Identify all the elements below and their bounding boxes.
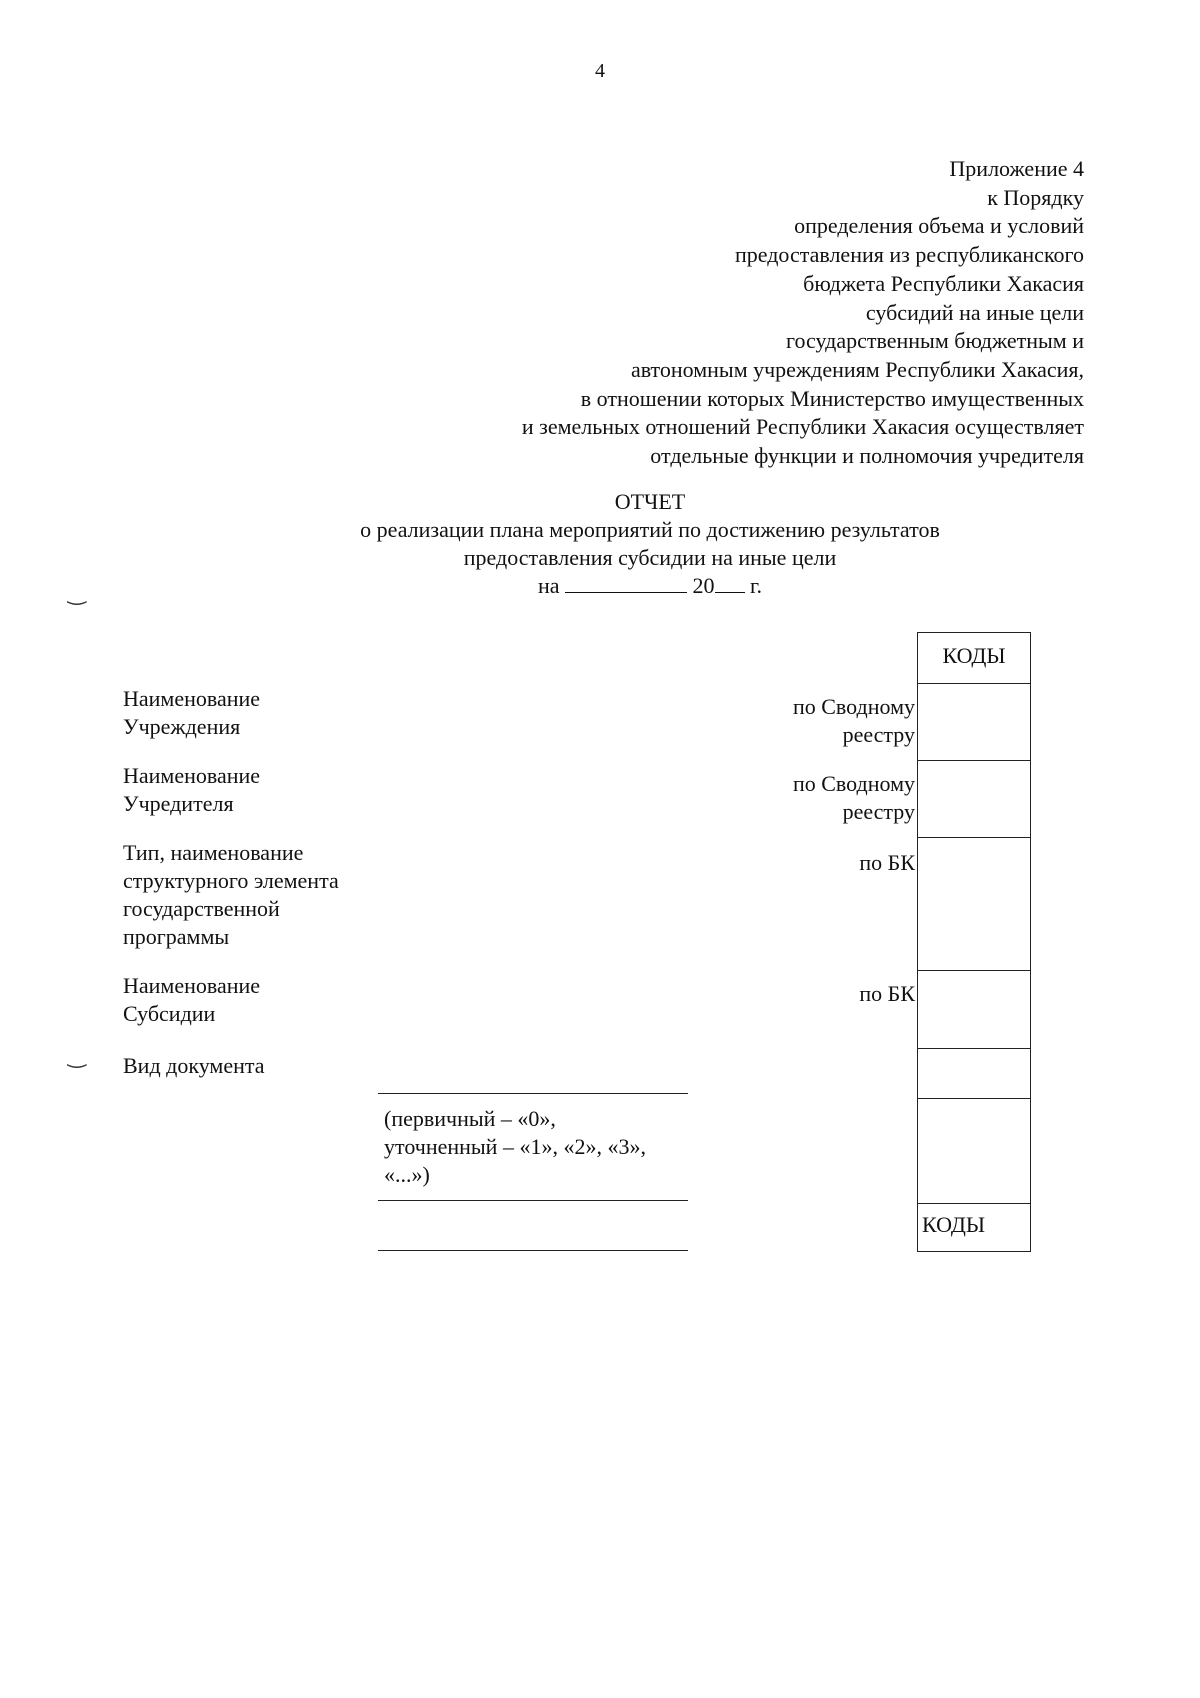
appendix-line: и земельных отношений Республики Хакасия осуществляет bbox=[521, 414, 1084, 440]
founder-code-label bbox=[793, 770, 915, 826]
appendix-line: предоставления из республиканского bbox=[734, 242, 1084, 268]
appendix-line: в отношении которых Министерство имущественных bbox=[580, 385, 1084, 411]
codes-divider bbox=[918, 760, 1030, 761]
period-blank[interactable] bbox=[565, 572, 687, 593]
codes-divider bbox=[918, 837, 1030, 838]
doc-type-line[interactable] bbox=[378, 1200, 688, 1201]
label-line: Субсидии bbox=[123, 1001, 216, 1026]
appendix-line: автономным учреждениям Республики Хакасия, bbox=[630, 356, 1084, 382]
institution-label bbox=[123, 685, 260, 741]
codes-divider bbox=[918, 1048, 1030, 1049]
period-year: 20 bbox=[692, 573, 715, 598]
report-subtitle: предоставления субсидии на иные цели bbox=[463, 545, 837, 570]
subsidy-label bbox=[123, 972, 260, 1028]
label-line: Учредителя bbox=[123, 791, 234, 816]
label-line: Наименование bbox=[123, 973, 261, 998]
period-suffix: г. bbox=[750, 573, 763, 598]
doc-type-label: Вид документа bbox=[123, 1053, 265, 1078]
period-prefix: на bbox=[537, 573, 560, 598]
code-label-line: реестру bbox=[842, 722, 915, 747]
report-title: ОТЧЕТ bbox=[614, 489, 686, 514]
page-number: 4 bbox=[595, 60, 605, 82]
codes-footer: КОДЫ bbox=[922, 1212, 986, 1237]
code-label-line: по Сводному bbox=[792, 694, 915, 719]
program-label bbox=[123, 839, 339, 951]
report-period bbox=[180, 572, 1120, 600]
hint-line: «...») bbox=[384, 1162, 430, 1187]
codes-divider bbox=[918, 1098, 1030, 1099]
codes-divider bbox=[918, 1203, 1030, 1204]
subsidy-code-label: по БК bbox=[859, 981, 915, 1006]
report-subtitle: о реализации плана мероприятий по достижению результатов bbox=[360, 517, 940, 542]
doc-type-line[interactable] bbox=[378, 1093, 688, 1094]
doc-type-line[interactable] bbox=[378, 1250, 688, 1251]
label-line: Наименование bbox=[123, 763, 261, 788]
appendix-line: бюджета Республики Хакасия bbox=[803, 270, 1084, 296]
codes-divider bbox=[918, 683, 1030, 684]
appendix-line: к Порядку bbox=[987, 184, 1084, 210]
margin-mark: ‿ bbox=[68, 1043, 86, 1068]
code-label-line: по Сводному bbox=[792, 771, 915, 796]
appendix-line: определения объема и условий bbox=[794, 213, 1084, 239]
appendix-line: отдельные функции и полномочия учредителя bbox=[650, 443, 1084, 469]
label-line: Наименование bbox=[123, 686, 261, 711]
label-line: структурного элемента bbox=[123, 868, 339, 893]
label-line: Учреждения bbox=[123, 714, 241, 739]
appendix-line: субсидий на иные цели bbox=[865, 299, 1084, 325]
appendix-header bbox=[522, 155, 1084, 471]
code-label-line: реестру bbox=[842, 799, 915, 824]
hint-line: уточненный – «1», «2», «3», bbox=[384, 1134, 646, 1159]
label-line: программы bbox=[123, 924, 230, 949]
codes-divider bbox=[918, 970, 1030, 971]
label-line: государственной bbox=[123, 896, 280, 921]
margin-mark: ‿ bbox=[68, 580, 86, 605]
appendix-line: государственным бюджетным и bbox=[786, 328, 1084, 354]
report-title-block bbox=[180, 488, 1120, 600]
appendix-line: Приложение 4 bbox=[949, 156, 1084, 181]
institution-code-label bbox=[793, 693, 915, 749]
doc-type-hint bbox=[384, 1105, 646, 1189]
codes-table bbox=[917, 632, 1031, 1252]
program-code-label: по БК bbox=[859, 850, 915, 875]
codes-header: КОДЫ bbox=[942, 643, 1006, 668]
year-blank[interactable] bbox=[715, 572, 745, 593]
label-line: Тип, наименование bbox=[123, 840, 304, 865]
hint-line: (первичный – «0», bbox=[384, 1106, 556, 1131]
founder-label bbox=[123, 762, 260, 818]
